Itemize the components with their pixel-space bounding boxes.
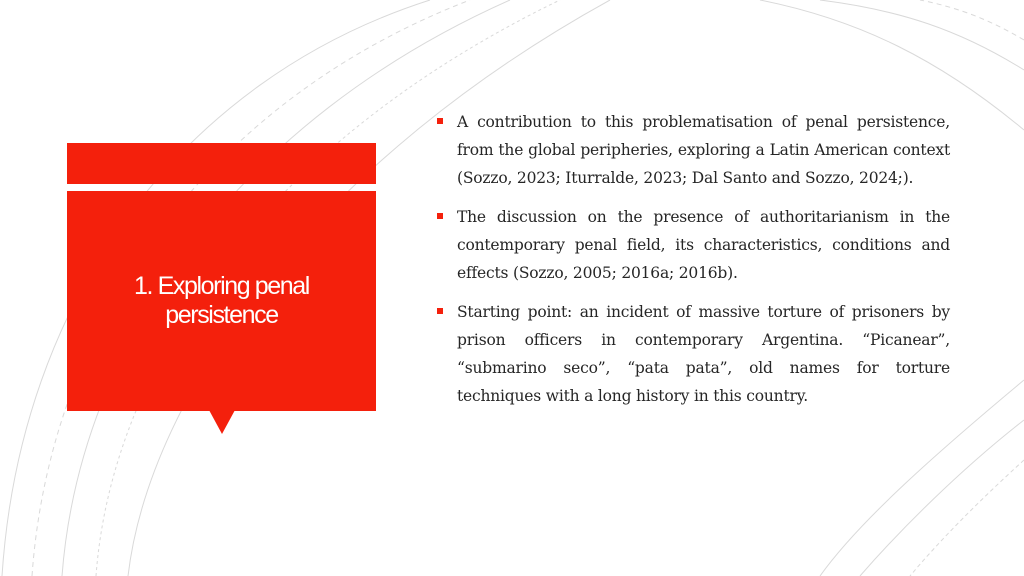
bullet-list <box>437 108 950 421</box>
bullet-text: Starting point: an incident of massive torture of prisoners by prison officers in contemporary Argentina. “Picanear”, “submarino seco”, “pata pata”, old names for torture techniques with a long history in this country. <box>457 303 950 405</box>
bullet-marker-icon <box>437 308 443 314</box>
accent-bar <box>67 143 376 184</box>
section-title: 1. Exploring penal persistence <box>134 272 309 329</box>
bullet-item <box>437 108 950 192</box>
bullet-marker-icon <box>437 118 443 124</box>
bullet-item <box>437 203 950 287</box>
pointer-triangle <box>209 410 235 434</box>
title-panel <box>67 191 376 411</box>
bullet-item <box>437 298 950 410</box>
bullet-marker-icon <box>437 213 443 219</box>
bullet-text: The discussion on the presence of authoritarianism in the contemporary penal field, its characteristics, conditions and effects (Sozzo, 2005; 2016a; 2016b). <box>457 208 950 282</box>
bullet-text: A contribution to this problematisation of penal persistence, from the global peripheries, exploring a Latin American context (Sozzo, 2023; Iturralde, 2023; Dal Santo and Sozzo, 2024;). <box>457 113 950 187</box>
